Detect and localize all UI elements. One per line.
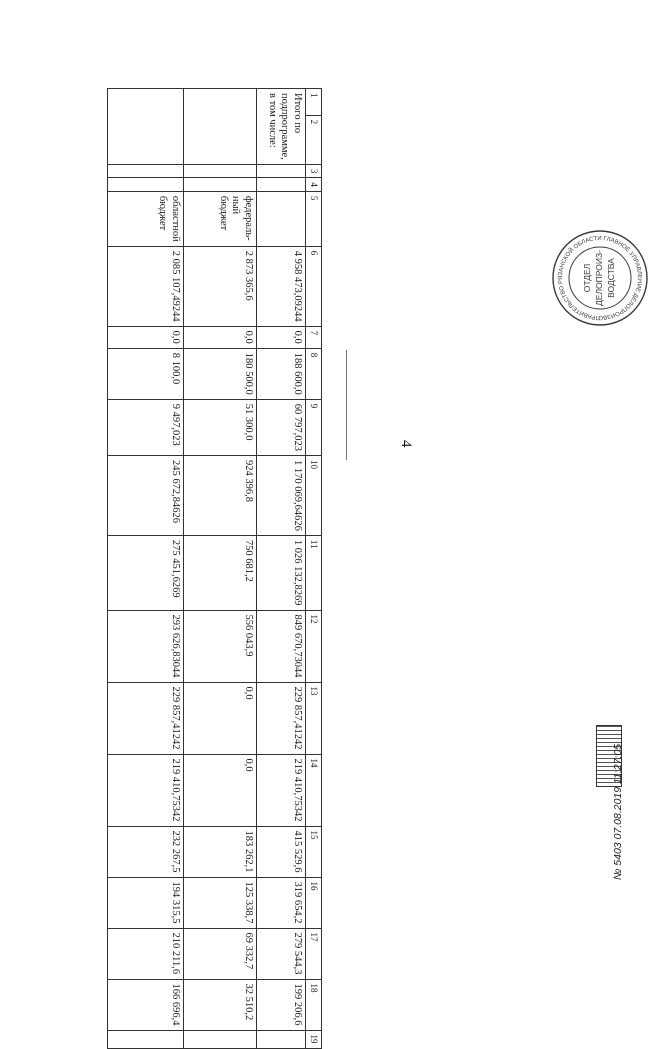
col-number: 2 [306, 115, 322, 164]
stamp-line-2: ДЕЛОПРОИЗ- [594, 250, 604, 306]
empty-cell [184, 178, 257, 192]
value-cell: 51 300,0 [184, 399, 257, 455]
col-number: 16 [306, 877, 322, 928]
department-stamp [550, 228, 650, 328]
table-row [108, 89, 184, 1049]
value-cell: 183 262,1 [184, 826, 257, 877]
value-cell: 556 043,9 [184, 610, 257, 682]
stamp-line-1: ОТДЕЛ [582, 263, 592, 293]
empty-cell [108, 164, 184, 178]
col-number: 17 [306, 928, 322, 979]
value-cell [184, 1030, 257, 1048]
col-number: 14 [306, 754, 322, 826]
col-number: 13 [306, 682, 322, 754]
value-cell: 2 873 365,6 [184, 246, 257, 326]
empty-cell [184, 164, 257, 178]
col-number: 3 [306, 164, 322, 178]
stamp-line-3: ВОДСТВА [606, 258, 616, 298]
stamp-seal-icon [550, 228, 650, 328]
col-number: 7 [306, 326, 322, 348]
empty-cell [108, 178, 184, 192]
value-cell: 293 626,83044 [108, 610, 184, 682]
value-cell: 219 410,75342 [257, 754, 306, 826]
value-cell: 319 654,2 [257, 877, 306, 928]
value-cell: 275 451,6269 [108, 535, 184, 610]
value-cell: 750 681,2 [184, 535, 257, 610]
col-number: 1 [306, 89, 322, 116]
scan-rule [346, 350, 347, 460]
value-cell: 279 544,3 [257, 928, 306, 979]
col-number: 15 [306, 826, 322, 877]
value-cell: 415 529,6 [257, 826, 306, 877]
col-number: 11 [306, 535, 322, 610]
value-cell [257, 1030, 306, 1048]
value-cell: 199 206,6 [257, 979, 306, 1030]
value-cell: 194 315,5 [108, 877, 184, 928]
value-cell: 849 670,73044 [257, 610, 306, 682]
value-cell: 2 085 107,49244 [108, 246, 184, 326]
col-number: 19 [306, 1030, 322, 1048]
funding-source: федераль-ный бюджет [184, 191, 257, 246]
value-cell: 180 500,0 [184, 348, 257, 399]
col-number: 18 [306, 979, 322, 1030]
col-number: 6 [306, 246, 322, 326]
value-cell: 188 600,0 [257, 348, 306, 399]
page-number: 4 [398, 440, 414, 448]
value-cell: 60 797,023 [257, 399, 306, 455]
subprogram-finance-table [107, 88, 322, 1049]
value-cell: 1 170 069,64626 [257, 456, 306, 536]
value-cell: 245 672,84626 [108, 456, 184, 536]
value-cell: 0,0 [184, 754, 257, 826]
value-cell: 166 696,4 [108, 979, 184, 1030]
col-number: 9 [306, 399, 322, 455]
col-number: 4 [306, 178, 322, 192]
registration-number: № 5403 07.08.2019 11:27:05 [612, 743, 624, 880]
value-cell: 0,0 [257, 326, 306, 348]
value-cell [108, 1030, 184, 1048]
value-cell: 8 100,0 [108, 348, 184, 399]
col-number: 12 [306, 610, 322, 682]
value-cell: 219 410,75342 [108, 754, 184, 826]
value-cell: 69 332,7 [184, 928, 257, 979]
table-row [184, 89, 257, 1049]
value-cell: 229 857,41242 [257, 682, 306, 754]
empty-cell [257, 178, 306, 192]
value-cell: 1 026 132,8269 [257, 535, 306, 610]
empty-cell [257, 164, 306, 178]
stamp-outer-text: ПРАВИТЕЛЬСТВО РЯЗАНСКОЙ ОБЛАСТИ ГЛАВНОЕ УПРАВЛЕНИЕ ДЕЛОПРОИЗВО [557, 235, 643, 321]
value-cell: 0,0 [184, 326, 257, 348]
value-cell: 32 510,2 [184, 979, 257, 1030]
funding-source [257, 191, 306, 246]
funding-source: областной бюджет [108, 191, 184, 246]
row-label [108, 89, 184, 165]
value-cell: 9 497,023 [108, 399, 184, 455]
value-cell: 125 338,7 [184, 877, 257, 928]
value-cell: 232 267,5 [108, 826, 184, 877]
table-row [257, 89, 306, 1049]
value-cell: 229 857,41242 [108, 682, 184, 754]
col-number: 10 [306, 456, 322, 536]
value-cell: 0,0 [108, 326, 184, 348]
value-cell: 0,0 [184, 682, 257, 754]
value-cell: 4 958 473,09244 [257, 246, 306, 326]
col-number: 5 [306, 191, 322, 246]
column-number-row [306, 89, 322, 1049]
row-label [184, 89, 257, 165]
value-cell: 924 396,8 [184, 456, 257, 536]
col-number: 8 [306, 348, 322, 399]
row-label: Итого по подпрограмме, в том числе: [257, 89, 306, 165]
value-cell: 210 211,6 [108, 928, 184, 979]
